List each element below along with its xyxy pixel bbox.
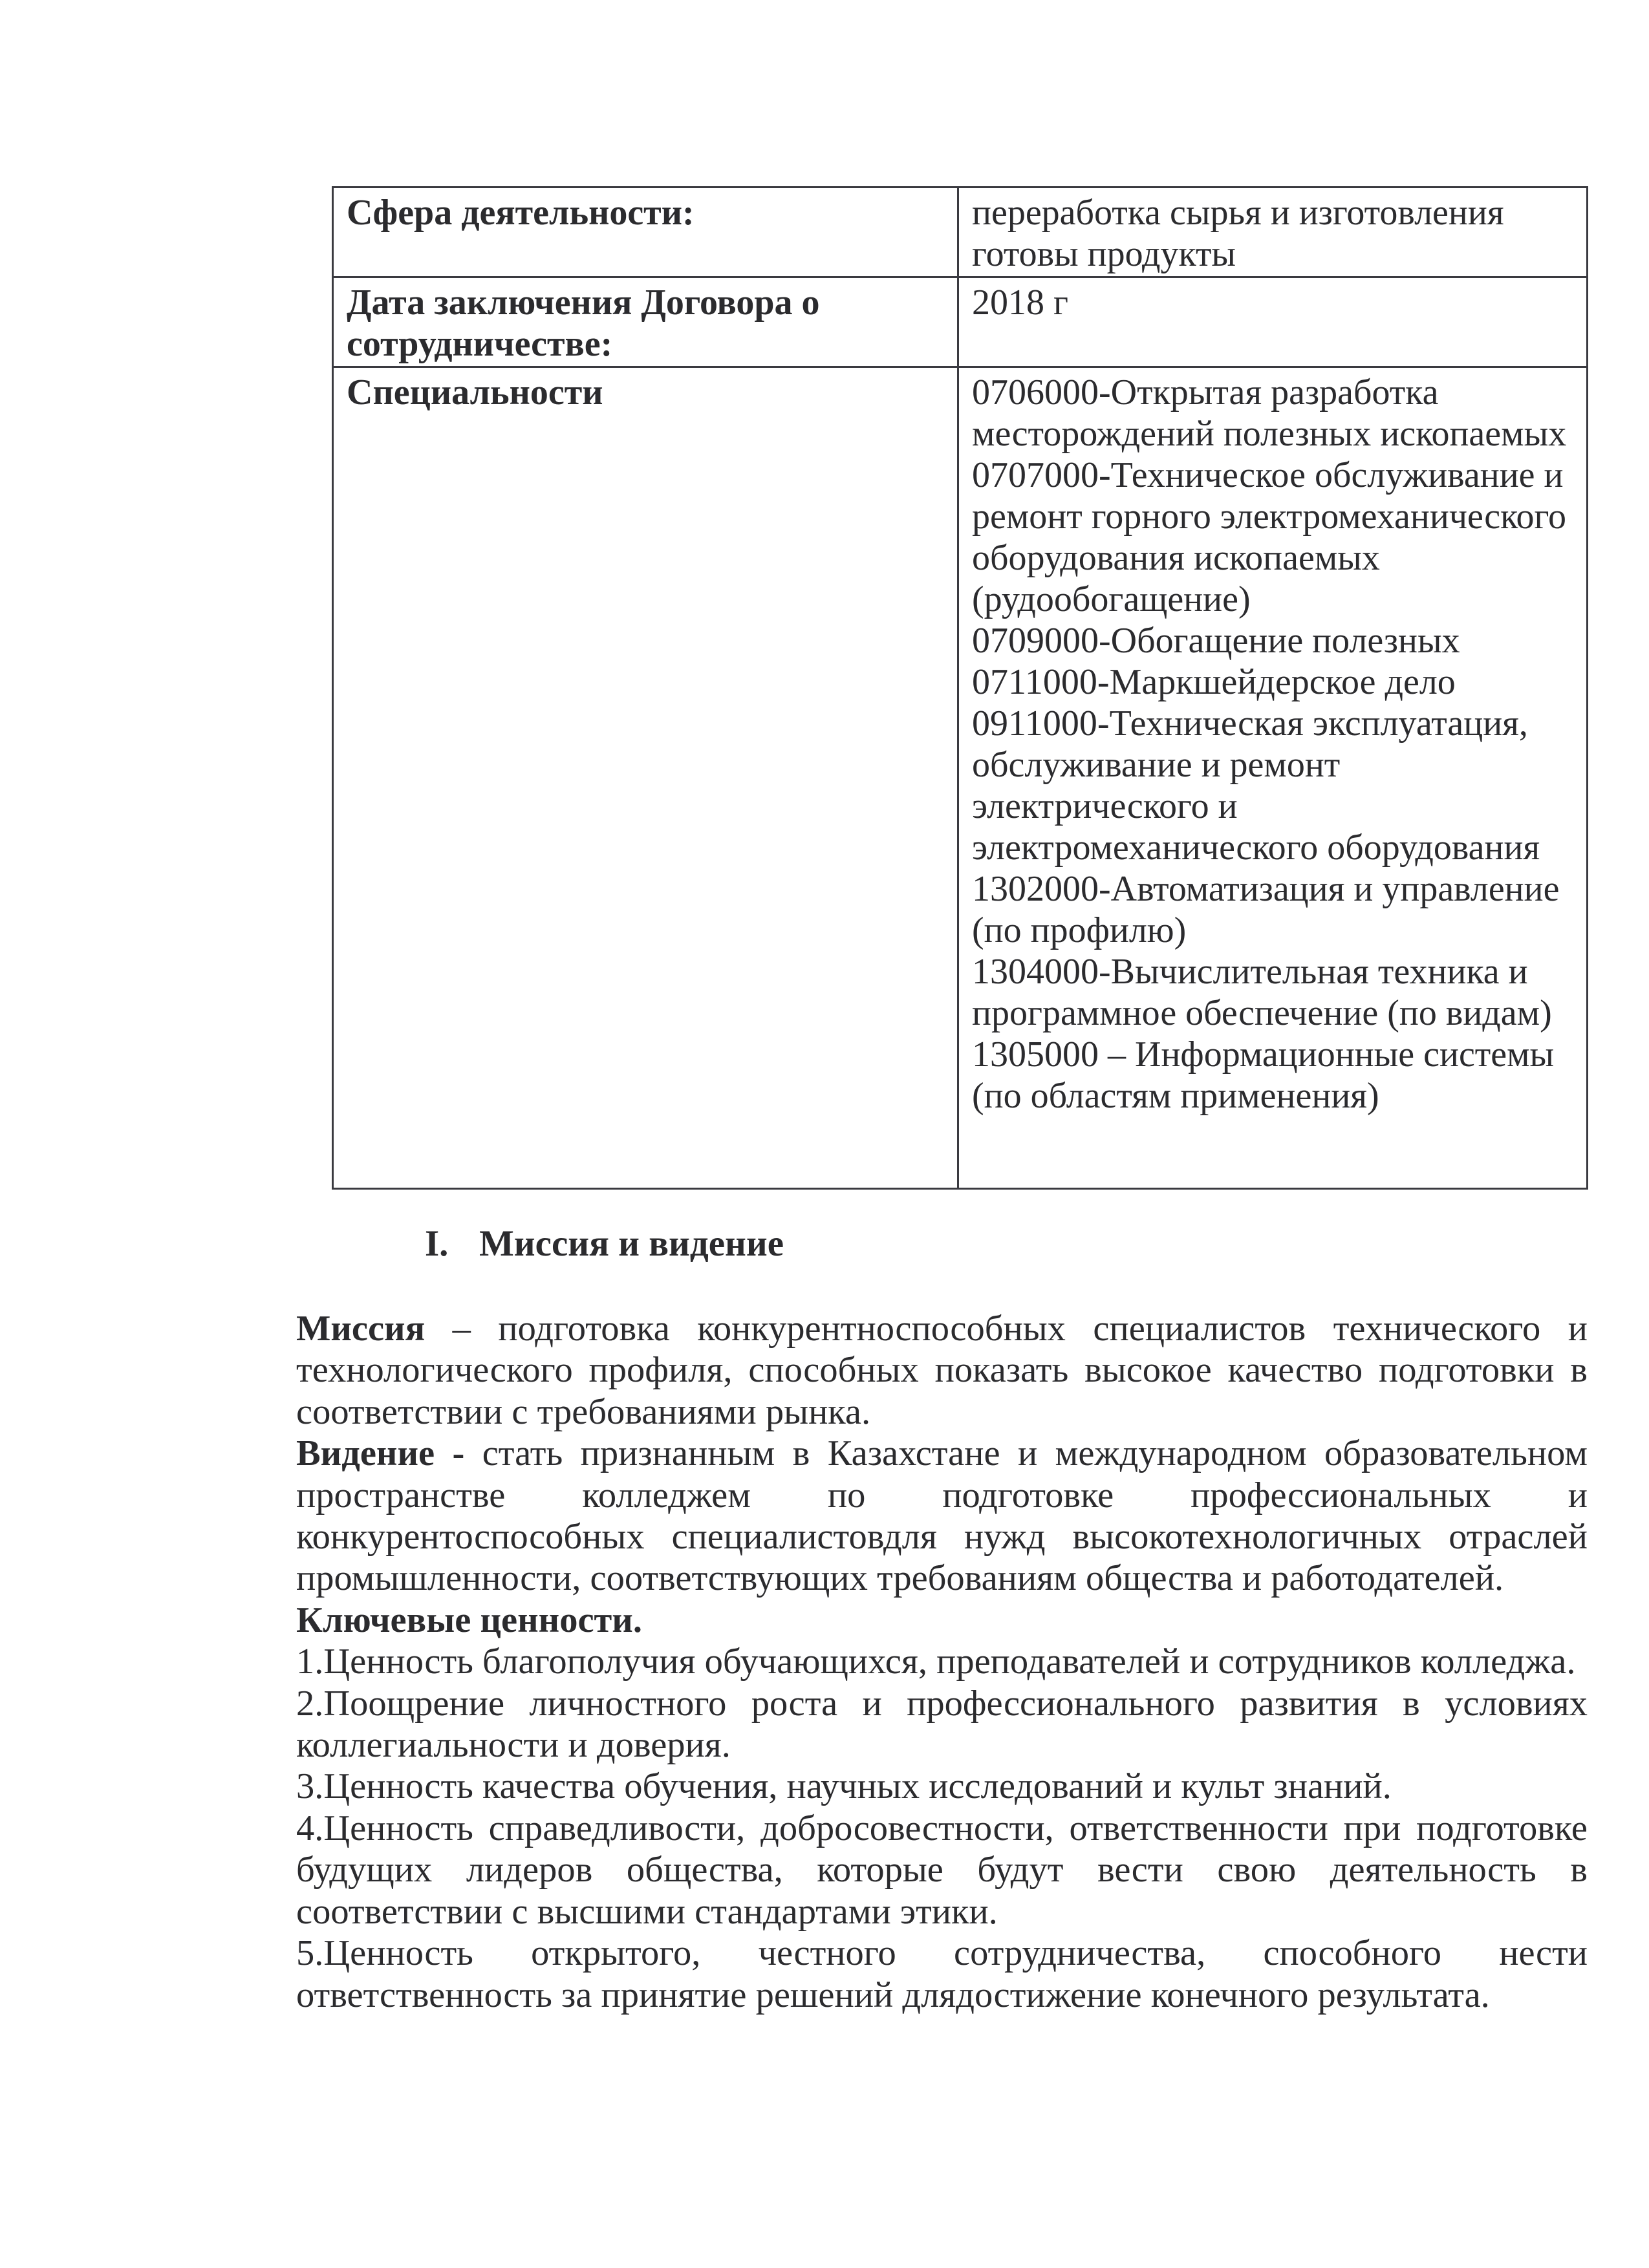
value-line: переработка сырья и изготовления готовы продукты	[972, 193, 1504, 274]
specialty-item: 1305000 – Информационные системы (по областям применения)	[972, 1034, 1555, 1116]
specialty-item: 1302000-Автоматизация и управление (по профилю)	[972, 869, 1560, 950]
table-row	[333, 277, 1588, 367]
value-item: 3.Ценность качества обучения, научных исследований и культ знаний.	[296, 1766, 1392, 1807]
row-label-specialties: Специальности	[333, 367, 958, 1189]
row-label-contract-date: Дата заключения Договора о сотрудничестве:	[333, 277, 958, 367]
specialty-item: 0706000-Открытая разработка месторождений полезных ископаемых	[972, 372, 1567, 454]
section-heading	[425, 1223, 784, 1265]
values-heading	[296, 1599, 1588, 1641]
value-item: 2.Поощрение личностного роста и профессионального развития в условиях коллегиальности и доверия.	[296, 1683, 1588, 1766]
specialty-item: 0707000-Техническое обслуживание и ремонт горного электромеханического оборудования ископаемых (рудообогащение)	[972, 455, 1567, 619]
mission-text: – подготовка конкурентноспособных специалистов технического и технологического профиля, способных показать высокое качество подготовки в соответствии с требованиями рынка.	[296, 1309, 1588, 1432]
values-heading-text: Ключевые ценности.	[296, 1599, 642, 1640]
specialty-item: 0711000-Маркшейдерское дело	[972, 662, 1456, 702]
vision-text: стать признанным в Казахстане и международном образовательном пространстве колледжем по подготовке профессиональных и конкурентоспособных специалистовдля нужд высокотехнологичных отраслей промышленности, соответствующих требованиям общества и работодателей.	[296, 1433, 1588, 1599]
table-row	[333, 367, 1588, 1189]
value-line: 2018 г	[972, 283, 1068, 323]
row-value-specialties	[958, 367, 1588, 1189]
vision-paragraph	[296, 1433, 1588, 1599]
mission-label: Миссия	[296, 1309, 426, 1349]
specialty-item: 1304000-Вычислительная техника и программное обеспечение (по видам)	[972, 952, 1552, 1033]
row-value-contract-date	[958, 277, 1588, 367]
section-body	[296, 1308, 1588, 2016]
partner-info-table	[332, 186, 1588, 1190]
specialty-item: 0911000-Техническая эксплуатация, обслуживание и ремонт электрического и электромеханического оборудования	[972, 703, 1540, 868]
mission-paragraph	[296, 1308, 1588, 1433]
row-label-activity-sphere: Сфера деятельности:	[333, 187, 958, 277]
vision-label: Видение -	[296, 1433, 465, 1474]
value-item: 4.Ценность справедливости, добросовестности, ответственности при подготовке будущих лидеров общества, которые будут вести свою деятельность в соответствии с высшими стандартами этики.	[296, 1808, 1588, 1932]
section-number: I.	[425, 1223, 449, 1264]
row-value-activity-sphere	[958, 187, 1588, 277]
value-item: 1.Ценность благополучия обучающихся, преподавателей и сотрудников колледжа.	[296, 1642, 1576, 1682]
table-row	[333, 187, 1588, 277]
value-item: 5.Ценность открытого, честного сотрудничества, способного нести ответственность за принятие решений длядостижение конечного результата.	[296, 1933, 1588, 2015]
specialty-item: 0709000-Обогащение полезных	[972, 621, 1460, 661]
section-title: Миссия и видение	[479, 1223, 784, 1264]
